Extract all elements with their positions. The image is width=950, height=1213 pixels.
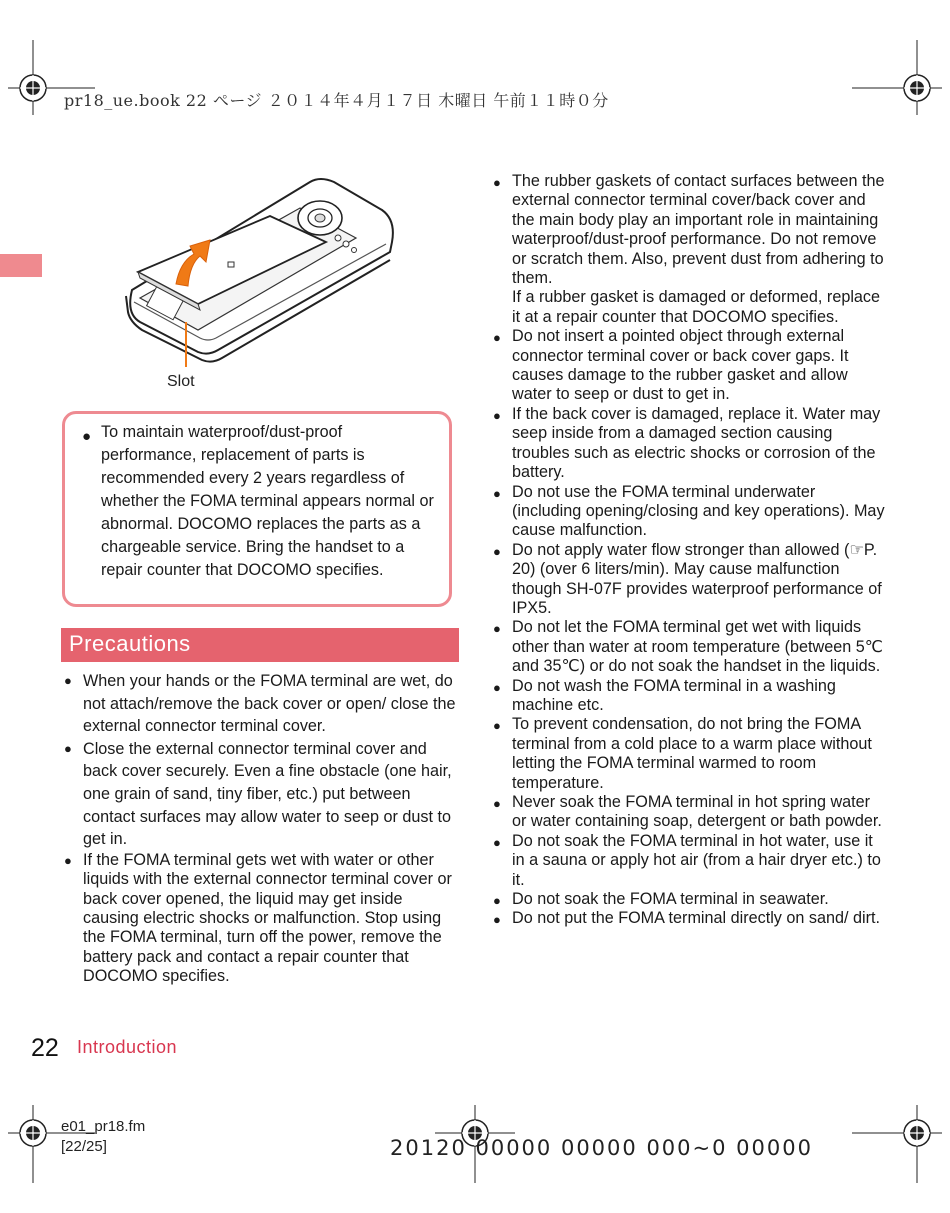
list-item-text: Do not insert a pointed object through external connector terminal cover or back cover gaps. It causes damage to the rubber gasket and allow water to seep or dust to get in.	[512, 327, 849, 404]
chapter-side-tab	[0, 254, 42, 277]
bullet-icon: ●	[493, 718, 501, 734]
list-item	[493, 327, 888, 405]
bullet-icon: ●	[64, 852, 72, 868]
bullet-icon: ●	[82, 428, 92, 445]
list-item	[493, 890, 888, 909]
replacement-note-box	[62, 411, 452, 607]
list-item-text: Do not use the FOMA terminal underwater (including opening/closing and key operations). May cause malfunction.	[512, 482, 885, 540]
list-item-text: The rubber gaskets of contact surfaces between the external connector terminal cover/back cover and the main body play an important role in maintaining waterproof/dust-proof performance. Do not remove or scratch them. Also, prevent dust from adhering to them.	[512, 172, 885, 288]
list-item-text: If the FOMA terminal gets wet with water or other liquids with the external connector terminal cover or back cover opened, the liquid may get inside causing electric shocks or malfunction. Stop using the FOMA terminal, turn off the power, remove the battery pack and contact a repair counter that DOCOMO specifies.	[83, 850, 452, 986]
slot-label: Slot	[167, 373, 195, 390]
list-item	[64, 670, 459, 738]
left-precautions-list	[64, 670, 459, 987]
bullet-icon: ●	[64, 740, 72, 756]
list-item-text: Do not put the FOMA terminal directly on sand/ dirt.	[512, 909, 880, 928]
list-item	[493, 172, 888, 327]
list-item-continuation: If a rubber gasket is damaged or deformed, replace it at a repair counter that DOCOMO specifies.	[512, 288, 881, 326]
file-name: e01_pr18.fm	[61, 1118, 146, 1135]
list-item-text: To prevent condensation, do not bring the FOMA terminal from a cold place to a warm place without letting the FOMA terminal warmed to room temperature.	[512, 715, 872, 792]
phone-back-cover-illustration	[120, 172, 410, 397]
list-item	[493, 541, 888, 619]
section-heading: Precautions	[61, 628, 459, 662]
note-text: To maintain waterproof/dust-proof performance, replacement of parts is recommended every 2 years regardless of whether the FOMA terminal appears normal or abnormal. DOCOMO replaces the parts as a chargeable service. Bring the handset to a repair counter that DOCOMO specifies.	[101, 423, 434, 579]
page-number: 22	[31, 1034, 59, 1062]
list-item	[493, 483, 888, 541]
bullet-icon: ●	[64, 673, 72, 688]
print-header: pr18_ue.book 22 ページ ２０１４年４月１７日 木曜日 午前１１時０分	[64, 91, 609, 110]
list-item	[493, 405, 888, 483]
list-item	[493, 793, 888, 832]
list-item	[64, 738, 459, 851]
list-item	[493, 715, 888, 793]
bullet-icon: ●	[493, 175, 501, 190]
running-section-name: Introduction	[77, 1037, 178, 1057]
registration-mark-bottom-right	[850, 1085, 950, 1185]
registration-mark-top-right	[850, 40, 950, 140]
footer-file-info	[61, 1117, 145, 1157]
list-item	[493, 909, 888, 928]
list-item-text: Close the external connector terminal cover and back cover securely. Even a fine obstacle (one hair, one grain of sand, tiny fiber, etc.) put between contact surfaces may allow water to seep or dust to get in.	[83, 739, 452, 849]
bullet-icon: ●	[493, 621, 501, 637]
bullet-icon: ●	[493, 893, 501, 909]
list-item-text: Do not let the FOMA terminal get wet with liquids other than water at room temperature (between 5℃ and 35℃) or do not soak the handset in the liquids.	[512, 618, 883, 676]
list-item-text: Do not soak the FOMA terminal in seawater.	[512, 890, 829, 909]
bullet-icon: ●	[493, 679, 501, 695]
bullet-icon: ●	[493, 834, 501, 850]
bullet-icon: ●	[493, 912, 501, 928]
list-item-text: Never soak the FOMA terminal in hot spring water or water containing soap, detergent or bath powder.	[512, 793, 882, 831]
list-item-text: If the back cover is damaged, replace it. Water may seep inside from a damaged section causing troubles such as electric shocks or corrosion of the battery.	[512, 404, 881, 482]
list-item	[64, 851, 459, 987]
barcode-number: 20120 00000 00000 000~0 00000	[390, 1136, 813, 1160]
list-item-text: Do not soak the FOMA terminal in hot water, use it in a sauna or apply hot air (from a hair dryer etc.) to it.	[512, 831, 881, 889]
list-item	[493, 832, 888, 890]
right-precautions-list	[493, 172, 888, 929]
page-range: [22/25]	[61, 1138, 107, 1155]
registration-mark-bottom-center	[425, 1085, 525, 1185]
bullet-icon: ●	[493, 543, 501, 559]
bullet-icon: ●	[493, 796, 501, 811]
list-item-text: When your hands or the FOMA terminal are wet, do not attach/remove the back cover or open/ close the external connector terminal cover.	[83, 672, 456, 736]
bullet-icon: ●	[493, 407, 501, 423]
bullet-icon: ●	[493, 485, 501, 501]
list-item-text: Do not apply water flow stronger than allowed (☞P. 20) (over 6 liters/min). May cause malfunction though SH-07F provides waterproof performance of IPX5.	[512, 540, 882, 617]
list-item-text: Do not wash the FOMA terminal in a washing machine etc.	[512, 676, 836, 714]
bullet-icon: ●	[493, 330, 501, 346]
list-item	[493, 677, 888, 716]
list-item	[493, 618, 888, 676]
